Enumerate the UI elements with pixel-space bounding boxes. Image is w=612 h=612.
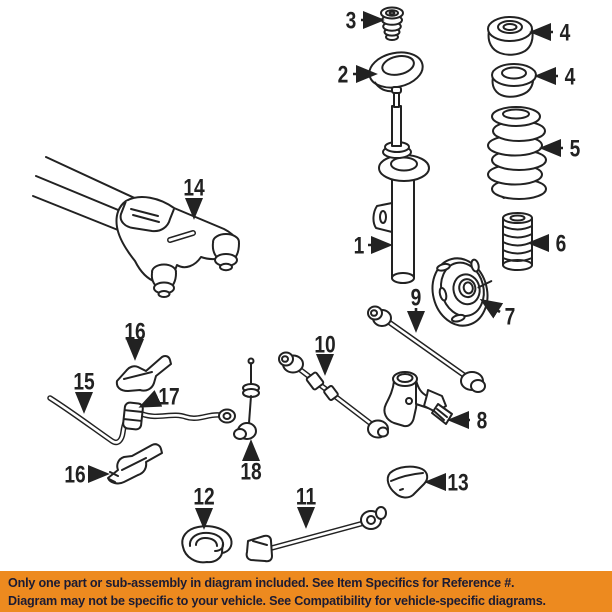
callout-15: [73, 367, 94, 410]
svg-text:1: 1: [353, 231, 365, 260]
callout-16: [64, 460, 106, 488]
disclaimer-banner: [0, 571, 612, 612]
svg-text:14: 14: [183, 173, 205, 202]
crossmember-beam: [33, 157, 239, 297]
stabilizer-link: [234, 359, 259, 440]
spring-isolator: [182, 526, 231, 562]
callout-9: [411, 283, 422, 329]
svg-text:16: 16: [64, 460, 86, 489]
svg-text:18: 18: [240, 457, 262, 486]
callout-10: [314, 330, 335, 372]
svg-text:17: 17: [158, 382, 180, 411]
bump-stop: [381, 8, 403, 41]
wheel-hub: [426, 251, 501, 331]
callout-13: [428, 468, 469, 496]
stabilizer-bracket-lower: [108, 444, 162, 483]
svg-text:4: 4: [559, 18, 571, 47]
callout-14: [183, 173, 204, 216]
svg-text:8: 8: [476, 406, 488, 435]
spring-insulator-upper: [488, 17, 533, 55]
svg-text:9: 9: [410, 283, 422, 312]
svg-text:4: 4: [564, 62, 576, 91]
callout-5: [543, 134, 580, 162]
svg-text:5: 5: [569, 134, 581, 163]
svg-text:3: 3: [345, 6, 357, 35]
callout-16: [124, 317, 145, 357]
callout-12: [193, 482, 214, 526]
svg-text:16: 16: [124, 317, 146, 346]
callout-6: [531, 229, 566, 257]
svg-text:2: 2: [337, 60, 349, 89]
svg-text:12: 12: [193, 482, 215, 511]
svg-text:7: 7: [504, 302, 516, 331]
callout-2: [338, 60, 374, 88]
svg-text:10: 10: [314, 330, 336, 359]
svg-text:6: 6: [555, 229, 567, 258]
coil-spring: [488, 107, 546, 199]
strut-assembly: [373, 87, 429, 283]
callout-8: [451, 406, 487, 434]
disclaimer-line-1: Only one part or sub-assembly in diagram included. See Item Specifics for Reference #.: [8, 576, 515, 590]
knuckle: [384, 372, 452, 426]
spring-bumper: [503, 213, 532, 270]
shield: [388, 467, 427, 498]
adjustable-link: [279, 353, 388, 438]
callout-4: [533, 18, 570, 46]
callout-1: [354, 231, 389, 259]
lateral-arm: [247, 507, 386, 561]
callout-18: [240, 443, 261, 485]
stabilizer-bushing: [123, 402, 144, 430]
svg-text:11: 11: [295, 482, 317, 511]
disclaimer-line-2: Diagram may not be specific to your vehicle. See Compatibility for vehicle-specific diagrams.: [8, 594, 546, 608]
callout-7: [483, 301, 515, 330]
callout-3: [346, 6, 381, 34]
svg-text:13: 13: [447, 468, 469, 497]
callout-11: [296, 482, 316, 525]
svg-text:15: 15: [73, 367, 95, 396]
callout-4: [538, 62, 575, 90]
spring-insulator-lower: [492, 64, 536, 97]
